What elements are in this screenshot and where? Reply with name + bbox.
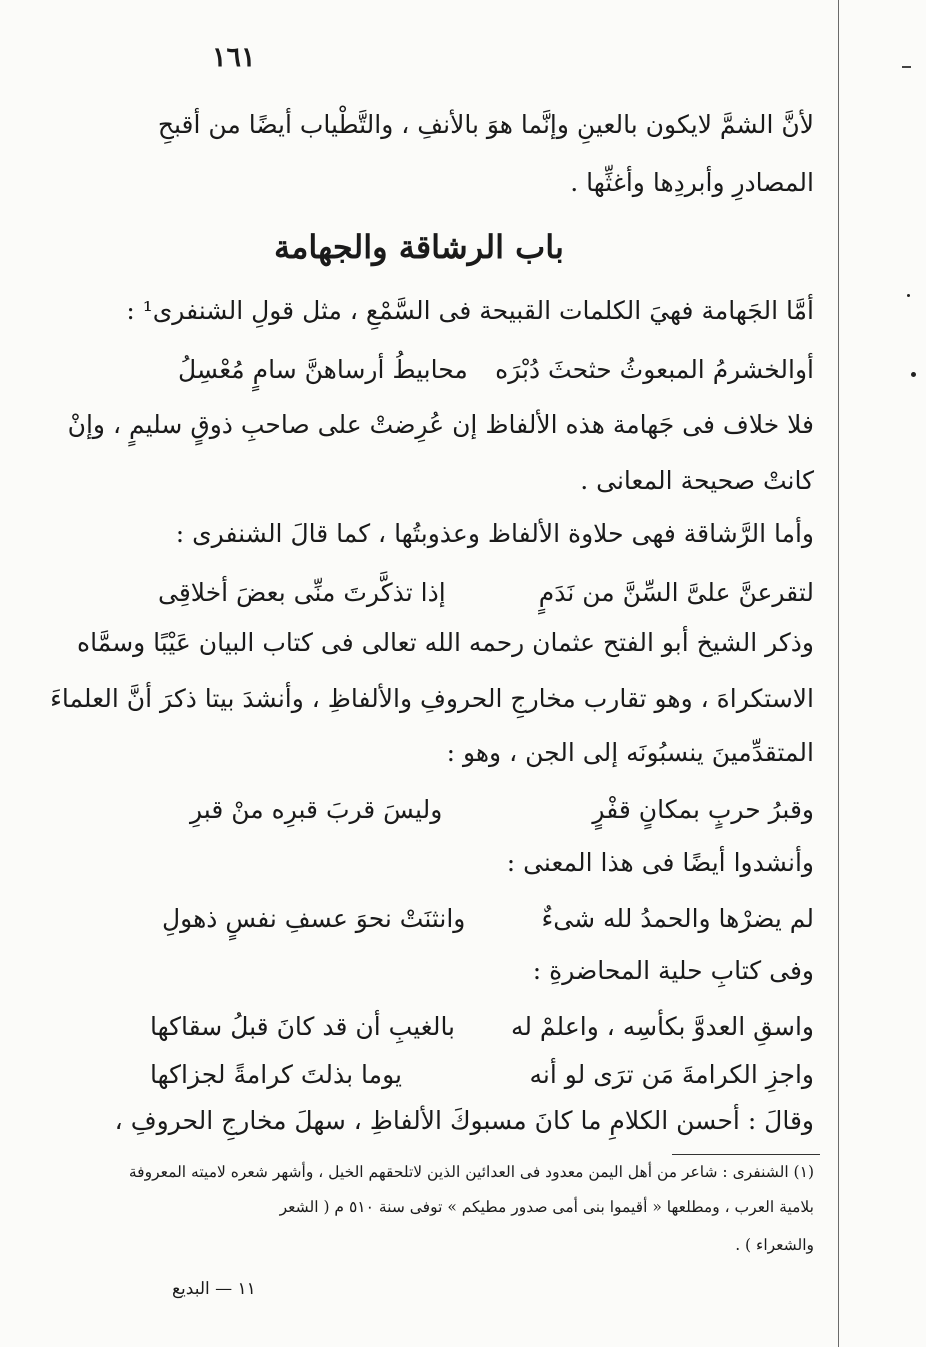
verse-hemistich-left: يوما بذلتَ كرامةً لجزاكها bbox=[150, 1060, 402, 1089]
footnote-line: والشعراء ) . bbox=[735, 1236, 814, 1254]
text-line: المصادرِ وأبردِها وأغثِّها . bbox=[570, 168, 814, 197]
text-line: فلا خلاف فى جَهامة هذه الألفاظ إن عُرِضتْ على صاحبِ ذوقٍ سليمٍ ، وإنْ bbox=[67, 410, 814, 439]
section-heading: باب الرشاقة والجهامة bbox=[274, 228, 564, 266]
verse-hemistich-right: واسقِ العدوَّ بكأسِه ، واعلمْ له bbox=[510, 1012, 814, 1041]
margin-dot bbox=[907, 294, 910, 297]
text-line: كانتْ صحيحة المعانى . bbox=[580, 466, 814, 495]
text-line: وقالَ : أحسن الكلامِ ما كانَ مسبوكَ الألفاظِ ، سهلَ مخارجِ الحروفِ ، bbox=[114, 1106, 814, 1135]
verse-hemistich-left: وليسَ قربَ قبرِه منْ قبرِ bbox=[190, 795, 443, 824]
footnote-rule bbox=[672, 1154, 820, 1155]
text-line: المتقدِّمينَ ينسبُونَه إلى الجن ، وهو : bbox=[446, 738, 814, 767]
text-line: وفى كتابِ حلية المحاضرةِ : bbox=[532, 956, 814, 985]
verse-hemistich-left: وانثنَتْ نحوَ عسفِ نفسٍ ذهولِ bbox=[162, 904, 466, 933]
page-number: ١٦١ bbox=[212, 42, 256, 73]
text-line: وذكر الشيخ أبو الفتح عثمان رحمه الله تعالى فى كتاب البيان عَيْبًا وسمَّاه bbox=[77, 628, 814, 657]
footnote-line: بلامية العرب ، ومطلعها « أقيموا بنى أمى صدور مطيكم » توفى سنة ٥١٠ م ( الشعر bbox=[279, 1198, 814, 1216]
text-line: الاستكراهَ ، وهو تقارب مخارجِ الحروفِ والألفاظِ ، وأنشدَ بيتا ذكرَ أنَّ العلماءَ bbox=[50, 684, 814, 713]
signature-mark: ١١ — البديع bbox=[172, 1279, 256, 1299]
text-line: لأنَّ الشمَّ لايكون بالعينِ وإنَّما هوَ بالأنفِ ، والتَّطْياب أيضًا من أقبحِ bbox=[157, 110, 814, 139]
verse-hemistich-right: وقبرُ حربٍ بمكانٍ قفْرٍ bbox=[592, 795, 814, 824]
verse-hemistich-right: لتقرعنَّ علىَّ السِّنَّ من نَدَمٍ bbox=[538, 578, 814, 607]
text-line: وأنشدوا أيضًا فى هذا المعنى : bbox=[506, 848, 814, 877]
verse-hemistich-left: إذا تذكَّرتَ منِّى بعضَ أخلاقِى bbox=[158, 578, 446, 607]
page-edge-line bbox=[838, 0, 839, 1347]
margin-dot bbox=[911, 372, 916, 377]
verse-hemistich-left: بالغيبِ أن قد كانَ قبلُ سقاكها bbox=[150, 1012, 456, 1041]
footnote-line: (١) الشنفرى : شاعر من أهل اليمن معدود فى العدائين الذين لاتلحقهم الخيل ، وأشهر شعره لاميته المعروفة bbox=[128, 1163, 814, 1181]
text-line: وأما الرَّشاقة فهى حلاوة الألفاظ وعذوبتُها ، كما قالَ الشنفرى : bbox=[175, 519, 814, 548]
margin-mark bbox=[902, 66, 911, 68]
verse-hemistich-right: أوالخشرمُ المبعوثُ حثحثَ دُبْرَه bbox=[495, 355, 814, 384]
text-line: أمَّا الجَهامة فهيَ الكلمات القبيحة فى السَّمْعِ ، مثل قولِ الشنفرى¹ : bbox=[126, 296, 814, 325]
verse-hemistich-left: محابيطُ أرساهنَّ سامٍ مُعْسِلُ bbox=[178, 355, 468, 384]
verse-hemistich-right: واجزِ الكرامةَ مَن ترَى لو أنه bbox=[529, 1060, 814, 1089]
verse-hemistich-right: لم يضرْها والحمدُ لله شىءٌ bbox=[541, 904, 814, 933]
